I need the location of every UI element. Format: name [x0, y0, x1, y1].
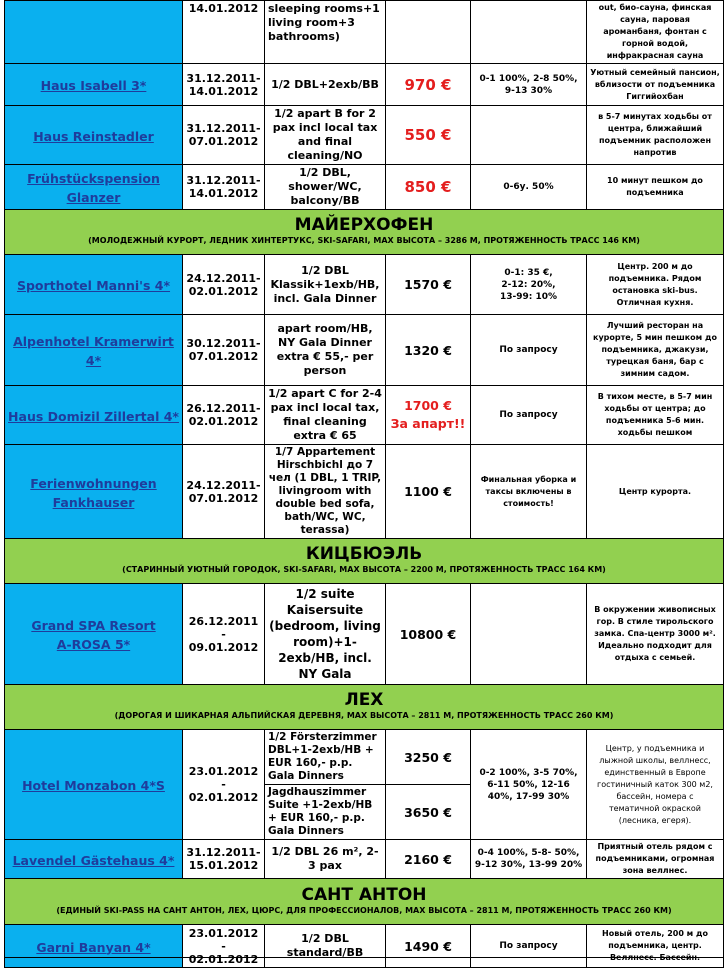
- hotel-cell: [5, 386, 183, 445]
- hotel-link-monzabon[interactable]: Hotel Monzabon 4*S: [22, 778, 165, 793]
- dates-cell: 26.12.2011 - 09.01.2012: [183, 584, 265, 685]
- table-row: [5, 840, 724, 879]
- table-row: [5, 315, 724, 386]
- price-cell: 2160 €: [386, 840, 471, 879]
- cancellation-cell: 0-1: 35 €, 2-12: 20%, 13-99: 10%: [471, 255, 587, 315]
- region-header-row: [5, 210, 724, 255]
- dates-cell: 30.12.2011- 07.01.2012: [183, 315, 265, 386]
- cancel-cell-empty: [471, 1, 587, 64]
- table-row: [5, 106, 724, 165]
- page-bottom-rule: [4, 957, 723, 958]
- cancellation-cell: 0-4 100%, 5-8- 50%, 9-12 30%, 13-99 20%: [471, 840, 587, 879]
- hotel-link-sporthotel-mannis[interactable]: Sporthotel Manni's 4*: [16, 278, 171, 293]
- price-cell: 550 €: [386, 106, 471, 165]
- price-cell: 3250 €: [386, 730, 471, 785]
- description-cell: В тихом месте, в 5-7 мин ходьбы от центра; до подъемника 5-6 мин. ходьбы пешком: [587, 386, 724, 445]
- description-cell: Центр, у подъемника и лыжной школы, веллнесс, единственный в Европе гостиничный каток 300 м2, бассейн, номера с тематичной окраской (лесника, егеря).: [587, 730, 724, 840]
- region-header-row: [5, 685, 724, 730]
- cancellation-cell: По запросу: [471, 386, 587, 445]
- room-cell: 1/7 Appartement Hirschbichl до 7 чел (1 DBL, 1 TRIP, livingroom with double bed sofa, bath/WC, WC, terassa): [265, 445, 386, 539]
- description-cell: Центр курорта.: [587, 445, 724, 539]
- description-cell: Приятный отель рядом с подъемниками, огромная зона веллнес.: [587, 840, 724, 879]
- table-row: [5, 925, 724, 968]
- dates-cell: 31.12.2011- 15.01.2012: [183, 840, 265, 879]
- room-cell: sleeping rooms+1 living room+3 bathrooms): [265, 1, 386, 64]
- room-cell: Jagdhauszimmer Suite +1-2exb/HB + EUR 160,- p.p. Gala Dinners: [265, 785, 386, 840]
- table-row: [5, 730, 724, 785]
- region-header: [5, 879, 724, 925]
- cancellation-cell: 0-6у. 50%: [471, 165, 587, 210]
- region-title: САНТ АНТОН: [301, 884, 427, 905]
- table-row: [5, 64, 724, 106]
- region-header: [5, 210, 724, 255]
- dates-cell: 31.12.2011- 14.01.2012: [183, 64, 265, 106]
- room-cell: 1/2 apart C for 2-4 pax incl local tax, final cleaning extra € 65: [265, 386, 386, 445]
- table-row: [5, 584, 724, 685]
- room-cell: apart room/HB, NY Gala Dinner extra € 55,- per person: [265, 315, 386, 386]
- region-header-row: [5, 879, 724, 925]
- region-subtitle: (ЕДИНЫЙ SKI-PASS НА САНТ АНТОН, ЛЕХ, ЦЮРС, ДЛЯ ПРОФЕССИОНАЛОВ, MAX ВЫСОТА – 2811 М, ПРОТЯЖЕННОСТЬ ТРАСС 260 КМ): [56, 905, 672, 915]
- price-cell: 1570 €: [386, 255, 471, 315]
- hotel-cell: [5, 730, 183, 840]
- description-cell: out, био-сауна, финская сауна, паровая ароманбаня, фонтан с горной водой, инфракрасная сауна: [587, 1, 724, 64]
- price-value: 1700 €: [404, 398, 452, 413]
- hotel-cell: [5, 315, 183, 386]
- hotel-link-garni-banyan[interactable]: Garni Banyan 4*: [36, 939, 151, 955]
- description-cell: В окружении живописных гор. В стиле тирольского замка. Спа-центр 3000 м². Идеально подходит для отдыха с семьей.: [587, 584, 724, 685]
- description-cell: 10 минут пешком до подъемника: [587, 165, 724, 210]
- hotel-cell: [5, 584, 183, 685]
- cancellation-cell: [471, 106, 587, 165]
- description-cell: Лучший ресторан на курорте, 5 мин пешком до подъемника, джакузи, турецкая баня, бар с зимним садом.: [587, 315, 724, 386]
- hotel-link-alpenhotel-kramerwirt[interactable]: Alpenhotel Kramerwirt 4*: [13, 334, 174, 368]
- hotel-link-haus-domizil[interactable]: Haus Domizil Zillertal 4*: [8, 408, 179, 424]
- region-header-row: [5, 539, 724, 584]
- price-cell: 850 €: [386, 165, 471, 210]
- hotel-link-haus-isabell[interactable]: Haus Isabell 3*: [40, 78, 147, 93]
- table-row: [5, 1, 724, 64]
- price-cell: 1100 €: [386, 445, 471, 539]
- dates-cell: 26.12.2011- 02.01.2012: [183, 386, 265, 445]
- hotel-cell: [5, 445, 183, 539]
- cancellation-cell: 0-2 100%, 3-5 70%, 6-11 50%, 12-16 40%, 17-99 30%: [471, 730, 587, 840]
- price-note: За апарт!!: [390, 416, 466, 431]
- hotel-cell: [5, 255, 183, 315]
- price-table: [4, 0, 724, 968]
- region-subtitle: (ДОРОГАЯ И ШИКАРНАЯ АЛЬПИЙСКАЯ ДЕРЕВНЯ, MAX ВЫСОТА – 2811 М, ПРОТЯЖЕННОСТЬ ТРАСС 260 КМ): [114, 711, 614, 720]
- price-cell: 1490 €: [386, 925, 471, 968]
- hotel-cell: [5, 64, 183, 106]
- description-cell: Центр. 200 м до подъемника. Рядом остановка ski-bus. Отличная кухня.: [587, 255, 724, 315]
- description-cell: Новый отель, 200 м до подъемника, центр. Веллнесс. Бассейн.: [587, 925, 724, 968]
- hotel-link-lavendel[interactable]: Lavendel Gästehaus 4*: [12, 852, 175, 868]
- hotel-cell: [5, 165, 183, 210]
- dates-cell: 24.12.2011- 02.01.2012: [183, 255, 265, 315]
- region-subtitle: (СТАРИННЫЙ УЮТНЫЙ ГОРОДОК, SKI-SAFARI, MAX ВЫСОТА – 2200 М, ПРОТЯЖЕННОСТЬ ТРАСС 164 КМ): [122, 565, 606, 574]
- description-cell: в 5-7 минутах ходьбы от центра, ближайший подъемник расположен напротив: [587, 106, 724, 165]
- cancellation-cell: Финальная уборка и таксы включены в стоимость!: [471, 445, 587, 539]
- hotel-link-grand-spa-resort[interactable]: Grand SPA Resort A-ROSA 5*: [31, 618, 156, 652]
- room-cell: 1/2 Försterzimmer DBL+1-2exb/HB + EUR 160,- p.p. Gala Dinners: [265, 730, 386, 785]
- region-title: КИЦБЮЭЛЬ: [305, 544, 423, 564]
- hotel-cell: [5, 840, 183, 879]
- price-cell: 1320 €: [386, 315, 471, 386]
- room-cell: 1/2 DBL, shower/WC, balcony/BB: [265, 165, 386, 210]
- price-cell: 10800 €: [386, 584, 471, 685]
- price-cell: [386, 386, 471, 445]
- room-cell: 1/2 DBL standard/BB: [265, 925, 386, 968]
- hotel-cell-empty: [5, 1, 183, 64]
- hotel-link-haus-reinstadler[interactable]: Haus Reinstadler: [33, 128, 154, 144]
- cancellation-cell: [471, 584, 587, 685]
- hotel-cell: [5, 106, 183, 165]
- table-row: [5, 255, 724, 315]
- hotel-link-fankhauser[interactable]: Ferienwohnungen Fankhauser: [30, 475, 157, 510]
- price-table-wrapper: [4, 0, 723, 968]
- room-cell: 1/2 DBL Klassik+1exb/HB, incl. Gala Dinner: [265, 255, 386, 315]
- table-row: [5, 386, 724, 445]
- region-title: ЛЕХ: [344, 690, 384, 710]
- region-subtitle: (МОЛОДЕЖНЫЙ КУРОРТ, ЛЕДНИК ХИНТЕРТУКС, SKI-SAFARI, MAX ВЫСОТА – 3286 М, ПРОТЯЖЕННОСТЬ ТРАСС 146 КМ): [88, 236, 640, 245]
- table-row: [5, 445, 724, 539]
- price-cell-empty: [386, 1, 471, 64]
- region-header: [5, 539, 724, 584]
- price-cell: 3650 €: [386, 785, 471, 840]
- room-cell: 1/2 apart B for 2 pax incl local tax and final cleaning/NO: [265, 106, 386, 165]
- cancellation-cell: По запросу: [471, 315, 587, 386]
- dates-cell: 14.01.2012: [183, 1, 265, 64]
- table-row: [5, 165, 724, 210]
- dates-cell: 23.01.2012 - 02.01.2012: [183, 730, 265, 840]
- dates-cell: 24.12.2011- 07.01.2012: [183, 445, 265, 539]
- dates-cell: 31.12.2011- 07.01.2012: [183, 106, 265, 165]
- region-title: МАЙЕРХОФЕН: [294, 215, 434, 235]
- price-cell: 970 €: [386, 64, 471, 106]
- hotel-link-glanzer[interactable]: Frühstückspension Glanzer: [27, 171, 160, 205]
- room-cell: 1/2 DBL 26 m², 2-3 pax: [265, 840, 386, 879]
- description-cell: Уютный семейный пансион, вблизости от подъемника Гиггийохбан: [587, 64, 724, 106]
- dates-cell: 23.01.2012 - 02.01.2012: [183, 925, 265, 968]
- room-cell: 1/2 DBL+2exb/BB: [265, 64, 386, 106]
- region-header: [5, 685, 724, 730]
- dates-cell: 31.12.2011- 14.01.2012: [183, 165, 265, 210]
- hotel-cell: [5, 925, 183, 968]
- cancellation-cell: По запросу: [471, 925, 587, 968]
- room-cell: 1/2 suite Kaisersuite (bedroom, living room)+1-2exb/HB, incl. NY Gala: [265, 584, 386, 685]
- cancellation-cell: 0-1 100%, 2-8 50%, 9-13 30%: [471, 64, 587, 106]
